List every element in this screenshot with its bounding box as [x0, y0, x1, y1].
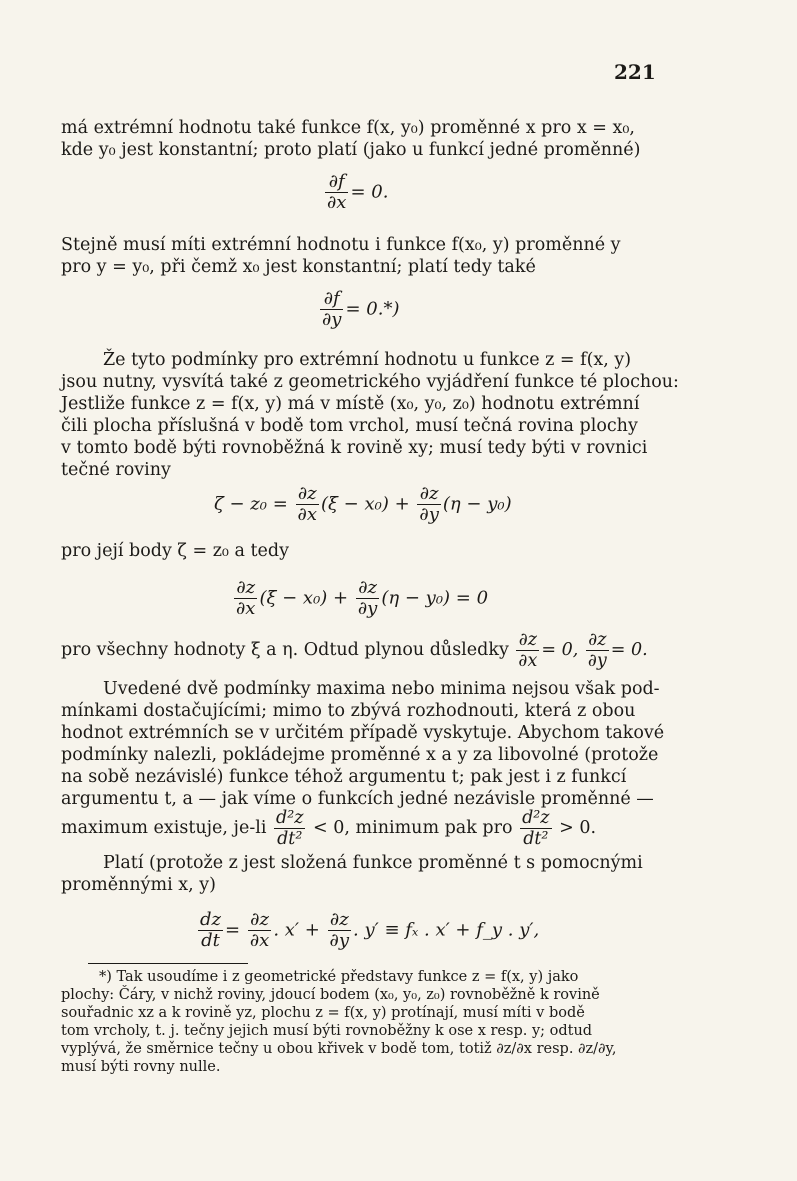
footnote-line: souřadnic xz a k rovině yz, plochu z = f(x, y) protínají, musí míti v bodě [61, 1005, 585, 1021]
text-line: hodnot extrémních se v určitém případě vyskytuje. Abychom takové [61, 723, 665, 743]
equation-tangent-plane [214, 484, 512, 525]
fraction [320, 289, 343, 330]
denominator: dt² [523, 829, 549, 849]
denominator: ∂y [587, 651, 607, 671]
paragraph-5 [61, 630, 657, 671]
denominator: ∂x [249, 930, 270, 951]
denominator: ∂x [297, 504, 317, 525]
footnote-line: *) Tak usoudíme i z geometrické představy funkce z = f(x, y) jako [99, 969, 579, 985]
fraction [274, 808, 305, 849]
paragraph-2 [61, 234, 657, 278]
text-line: jsou nutny, vysvítá také z geometrického vyjádření funkce té plochou: [61, 372, 679, 392]
denominator: dt² [277, 829, 303, 849]
equation-df-dy [318, 289, 399, 330]
equation-lhs: ζ − z₀ = [214, 493, 288, 515]
fraction [198, 910, 223, 951]
fraction [325, 172, 348, 213]
text-line: argumentu t, a — jak víme o funkcích jedné nezávisle proměnné — [61, 789, 654, 809]
fraction [296, 484, 319, 525]
fraction [516, 630, 539, 671]
page-number: 221 [614, 60, 656, 84]
equation-consequences [514, 630, 648, 671]
text-line: mínkami dostačujícími; mimo to zbývá rozhodnouti, která z obou [61, 701, 636, 721]
text-line: čili plocha příslušná v bodě tom vrchol, musí tečná rovina plochy [61, 416, 638, 436]
numerator: ∂f [325, 172, 348, 193]
text-line: Uvedené dvě podmínky maxima nebo minima nejsou však pod- [103, 679, 660, 699]
text-line: Stejně musí míti extrémní hodnotu i funkce f(x₀, y) proměnné y [61, 235, 621, 255]
text-line: proměnnými x, y) [61, 875, 216, 895]
numerator: ∂z [586, 630, 609, 651]
text-line: pro její body ζ = z₀ a tedy [61, 541, 289, 561]
denominator: ∂y [329, 930, 350, 951]
equation-term: = [225, 919, 241, 941]
text-line: na sobě nezávislé) funkce téhož argumentu t; pak jest i z funkcí [61, 767, 627, 787]
denominator: ∂y [322, 309, 342, 330]
equation-term: . y′ ≡ fₓ . x′ + f_y . y′, [353, 919, 540, 941]
text-line: v tomto bodě býti rovnoběžná k rovině xy; musí tedy býti v rovnici [61, 438, 648, 458]
equation-term: (ξ − x₀) + [259, 587, 349, 609]
denominator: ∂x [518, 651, 538, 671]
numerator: ∂z [417, 484, 440, 505]
text-line: Že tyto podmínky pro extrémní hodnotu u funkce z = f(x, y) [103, 350, 632, 370]
footnote-rule [88, 963, 248, 964]
footnote-line: plochy: Čáry, v nichž roviny, jdoucí bodem (x₀, y₀, z₀) rovnoběžně k rovině [61, 987, 600, 1003]
numerator: ∂z [248, 910, 271, 931]
paragraph-6 [61, 678, 665, 810]
footnote-line: vyplývá, že směrnice tečny u obou křivek v bodě tom, totiž ∂z/∂x resp. ∂z/∂y, [61, 1041, 617, 1057]
text-line: pro všechny hodnoty ξ a η. Odtud plynou důsledky [61, 640, 509, 660]
equation-term: = 0. [610, 640, 648, 660]
text-segment: < 0, minimum pak pro [313, 818, 513, 838]
equation-term: (ξ − x₀) + [321, 493, 410, 515]
text-line: Jestliže funkce z = f(x, y) má v místě (x₀, y₀, z₀) hodnotu extrémní [61, 394, 640, 414]
equation-term: . x′ + [273, 919, 320, 941]
equation-df-dx [323, 172, 388, 213]
denominator: ∂y [357, 598, 378, 619]
fraction [586, 630, 609, 671]
fraction [520, 808, 551, 849]
fraction [248, 910, 271, 951]
text-line: tečné roviny [61, 460, 171, 480]
numerator: d²z [276, 808, 304, 828]
numerator: ∂f [320, 289, 343, 310]
numerator: dz [200, 909, 222, 930]
text-segment: > 0. [559, 818, 597, 838]
text-line: má extrémní hodnotu také funkce f(x, y₀) proměnné x pro x = x₀, [61, 118, 635, 138]
equation-term: (η − y₀) [442, 493, 512, 515]
max-min-condition [61, 808, 657, 849]
denominator: ∂x [327, 192, 347, 213]
equation-term: (η − y₀) = 0 [381, 587, 489, 609]
text-line: kde y₀ jest konstantní; proto platí (jako u funkcí jedné proměnné) [61, 140, 641, 160]
equation-tangent-zero [232, 578, 488, 619]
numerator: ∂z [516, 630, 539, 651]
paragraph-1 [61, 117, 657, 161]
denominator: ∂y [419, 504, 439, 525]
footnote-line: musí býti rovny nulle. [61, 1059, 221, 1075]
paragraph-7 [61, 852, 657, 896]
numerator: ∂z [328, 910, 351, 931]
text-segment: maximum existuje, je-li [61, 818, 267, 838]
text-line: pro y = y₀, při čemž x₀ jest konstantní; platí tedy také [61, 257, 536, 277]
denominator: dt [201, 930, 220, 951]
equation-term: = 0, [541, 640, 579, 660]
fraction [417, 484, 440, 525]
numerator: d²z [522, 808, 550, 828]
footnote [61, 968, 659, 1076]
footnote-line: tom vrcholy, t. j. tečny jejich musí býti rovnoběžny k ose x resp. y; odtud [61, 1023, 593, 1039]
text-line: Platí (protože z jest složená funkce proměnné t s pomocnými [103, 853, 643, 873]
denominator: ∂x [236, 598, 256, 619]
numerator: ∂z [234, 578, 257, 599]
fraction [356, 578, 379, 619]
numerator: ∂z [296, 484, 319, 505]
paragraph-3 [61, 349, 679, 481]
text-line: podmínky nalezli, pokládejme proměnné x a y za libovolné (protože [61, 745, 659, 765]
equation-total-derivative [196, 910, 539, 951]
equation-rhs: = 0.*) [345, 298, 400, 320]
equation-rhs: = 0. [350, 181, 389, 203]
fraction [234, 578, 257, 619]
fraction [328, 910, 351, 951]
paragraph-4 [61, 540, 657, 562]
numerator: ∂z [356, 578, 379, 599]
